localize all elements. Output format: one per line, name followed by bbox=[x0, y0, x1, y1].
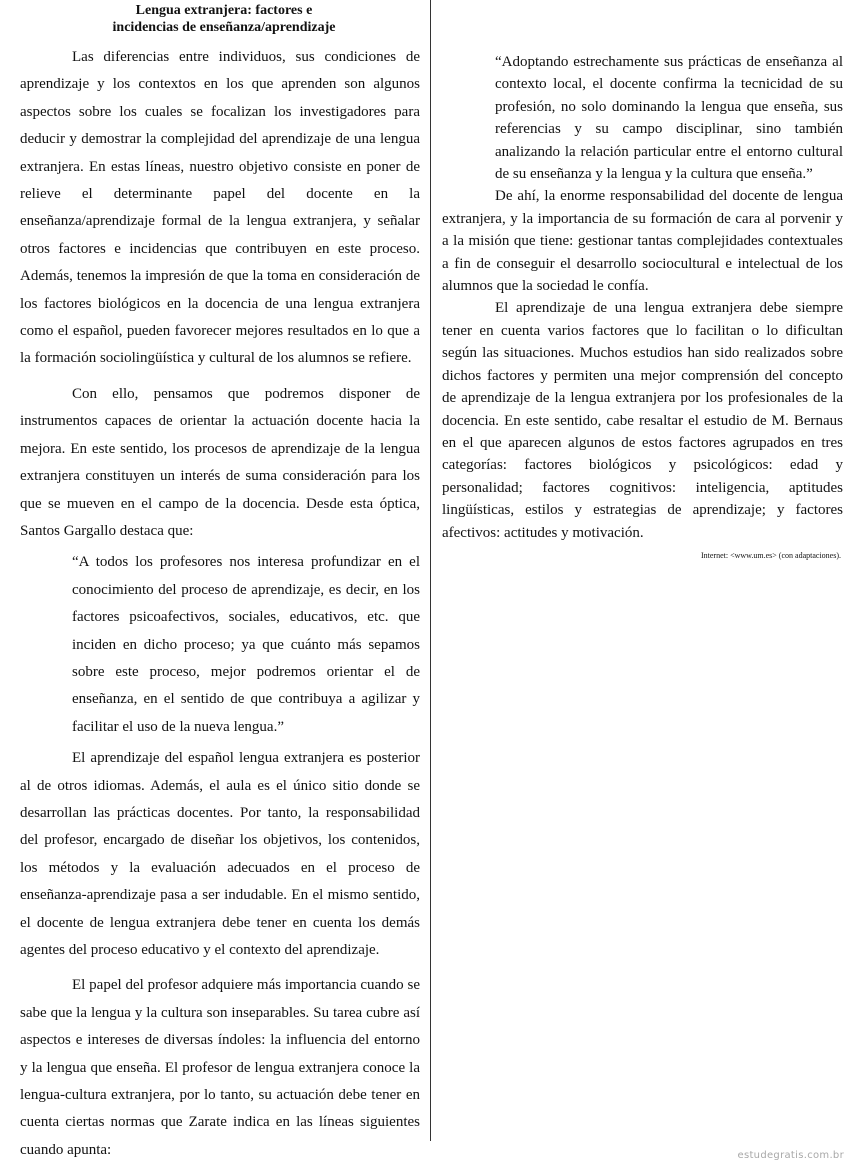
column-divider bbox=[430, 0, 431, 1141]
title-line-1: Lengua extranjera: factores e bbox=[135, 3, 313, 18]
watermark: estudegratis.com.br bbox=[737, 1150, 844, 1161]
paragraph-2: Con ello, pensamos que podremos disponer de instrumentos capaces de orientar la actuación docente hacia la mejora. En este sentido, los procesos de aprendizaje de la lengua extranjera constituyen un interés de suma consideración para los que se mueven en el campo de la docencia. Desde esta óptica, Santos Gargallo destaca que: bbox=[20, 385, 420, 539]
paragraph-5: De ahí, la enorme responsabilidad del docente de lengua extranjera, y la importancia de su formación de cara al porvenir y a la misión que tiene: gestionar tantas complejidades contextuales a fin de conseguir el desarrollo sociocultural e intelectual de los alumnos que la sociedad le confía. bbox=[442, 188, 843, 295]
paragraph-6: El aprendizaje de una lengua extranjera debe siempre tener en cuenta varios factores que lo facilitan o lo dificultan según las situaciones. Muchos estudios han sido realizados sobre dichos factores y permiten una mejor comprensión del concepto de aprendizaje de la lengua extranjera por los profesionales de la docencia. En este sentido, cabe resaltar el estudio de M. Bernaus en el que aparecen algunos de estos factores agrupados en tres categorías: factores biológicos y psicológicos: edad y personalidad; factores cognitivos: inteligencia, aptitudes lingüísticas, estilos y estrategias de aprendizaje; y factores afectivos: actitudes y motivación. bbox=[442, 300, 843, 541]
paragraph-4: El papel del profesor adquiere más importancia cuando se sabe que la lengua y la cultura son inseparables. Su tarea cubre así aspectos e intereses de diversas índoles: la influencia del entorno y la lengua que enseña. El profesor de lengua extranjera conoce la lengua-cultura extranjera, por lo tanto, su actuación debe tener en cuenta ciertas normas que Zarate indica en las líneas siguientes cuando apunta: bbox=[20, 977, 420, 1158]
document-title bbox=[20, 2, 428, 36]
source-citation: Internet: <www.um.es> (con adaptaciones). bbox=[700, 551, 841, 560]
left-column bbox=[20, 44, 420, 1164]
right-column bbox=[442, 51, 843, 544]
paragraph-3: El aprendizaje del español lengua extranjera es posterior al de otros idiomas. Además, el aula es el único sitio donde se desarrollan las prácticas docentes. Por tanto, la responsabilidad del profesor, encargado de diseñar los objetivos, los contenidos, los métodos y la evaluación adecuados en el proceso de enseñanza-aprendizaje pasa a ser indudable. En el mismo sentido, el docente de lengua extranjera debe tener en cuenta los demás agentes del proceso educativo y el contexto del aprendizaje. bbox=[20, 750, 420, 958]
quote-zarate: “Adoptando estrechamente sus prácticas de enseñanza al contexto local, el docente confirma la tecnicidad de su profesión, no solo dominando la lengua que enseña, sus referencias y su campo disciplinar, sino también analizando la relación particular entre el entorno cultural de su enseñanza y la lengua y la cultura que enseña.” bbox=[495, 54, 843, 183]
quote-santos-gargallo: “A todos los profesores nos interesa profundizar en el conocimiento del proceso de aprendizaje, es decir, en los factores psicoafectivos, sociales, educativos, etc. que inciden en dicho proceso; ya que cuánto más sepamos sobre este proceso, mejor podremos orientar el de enseñanza, en el sentido de que contribuya a agilizar y facilitar el uso de la nueva lengua.” bbox=[72, 554, 420, 735]
title-line-2: incidencias de enseñanza/aprendizaje bbox=[112, 20, 336, 35]
paragraph-1: Las diferencias entre individuos, sus condiciones de aprendizaje y los contextos en los que aprenden son algunos aspectos sobre los cuales se focalizan los investigadores para deducir y demostrar la complejidad del aprendizaje de una lengua extranjera. En estas líneas, nuestro objetivo consiste en poner de relieve el determinante papel del docente en la enseñanza/aprendizaje formal de la lengua extranjera, y señalar otros factores e incidencias que contribuyen en este proceso. Además, tenemos la impresión de que la toma en consideración de los factores biológicos en la docencia de una lengua extranjera como el español, pueden favorecer mejores resultados en lo que a la formación sociolingüística y cultural de los alumnos se refiere. bbox=[20, 49, 420, 367]
